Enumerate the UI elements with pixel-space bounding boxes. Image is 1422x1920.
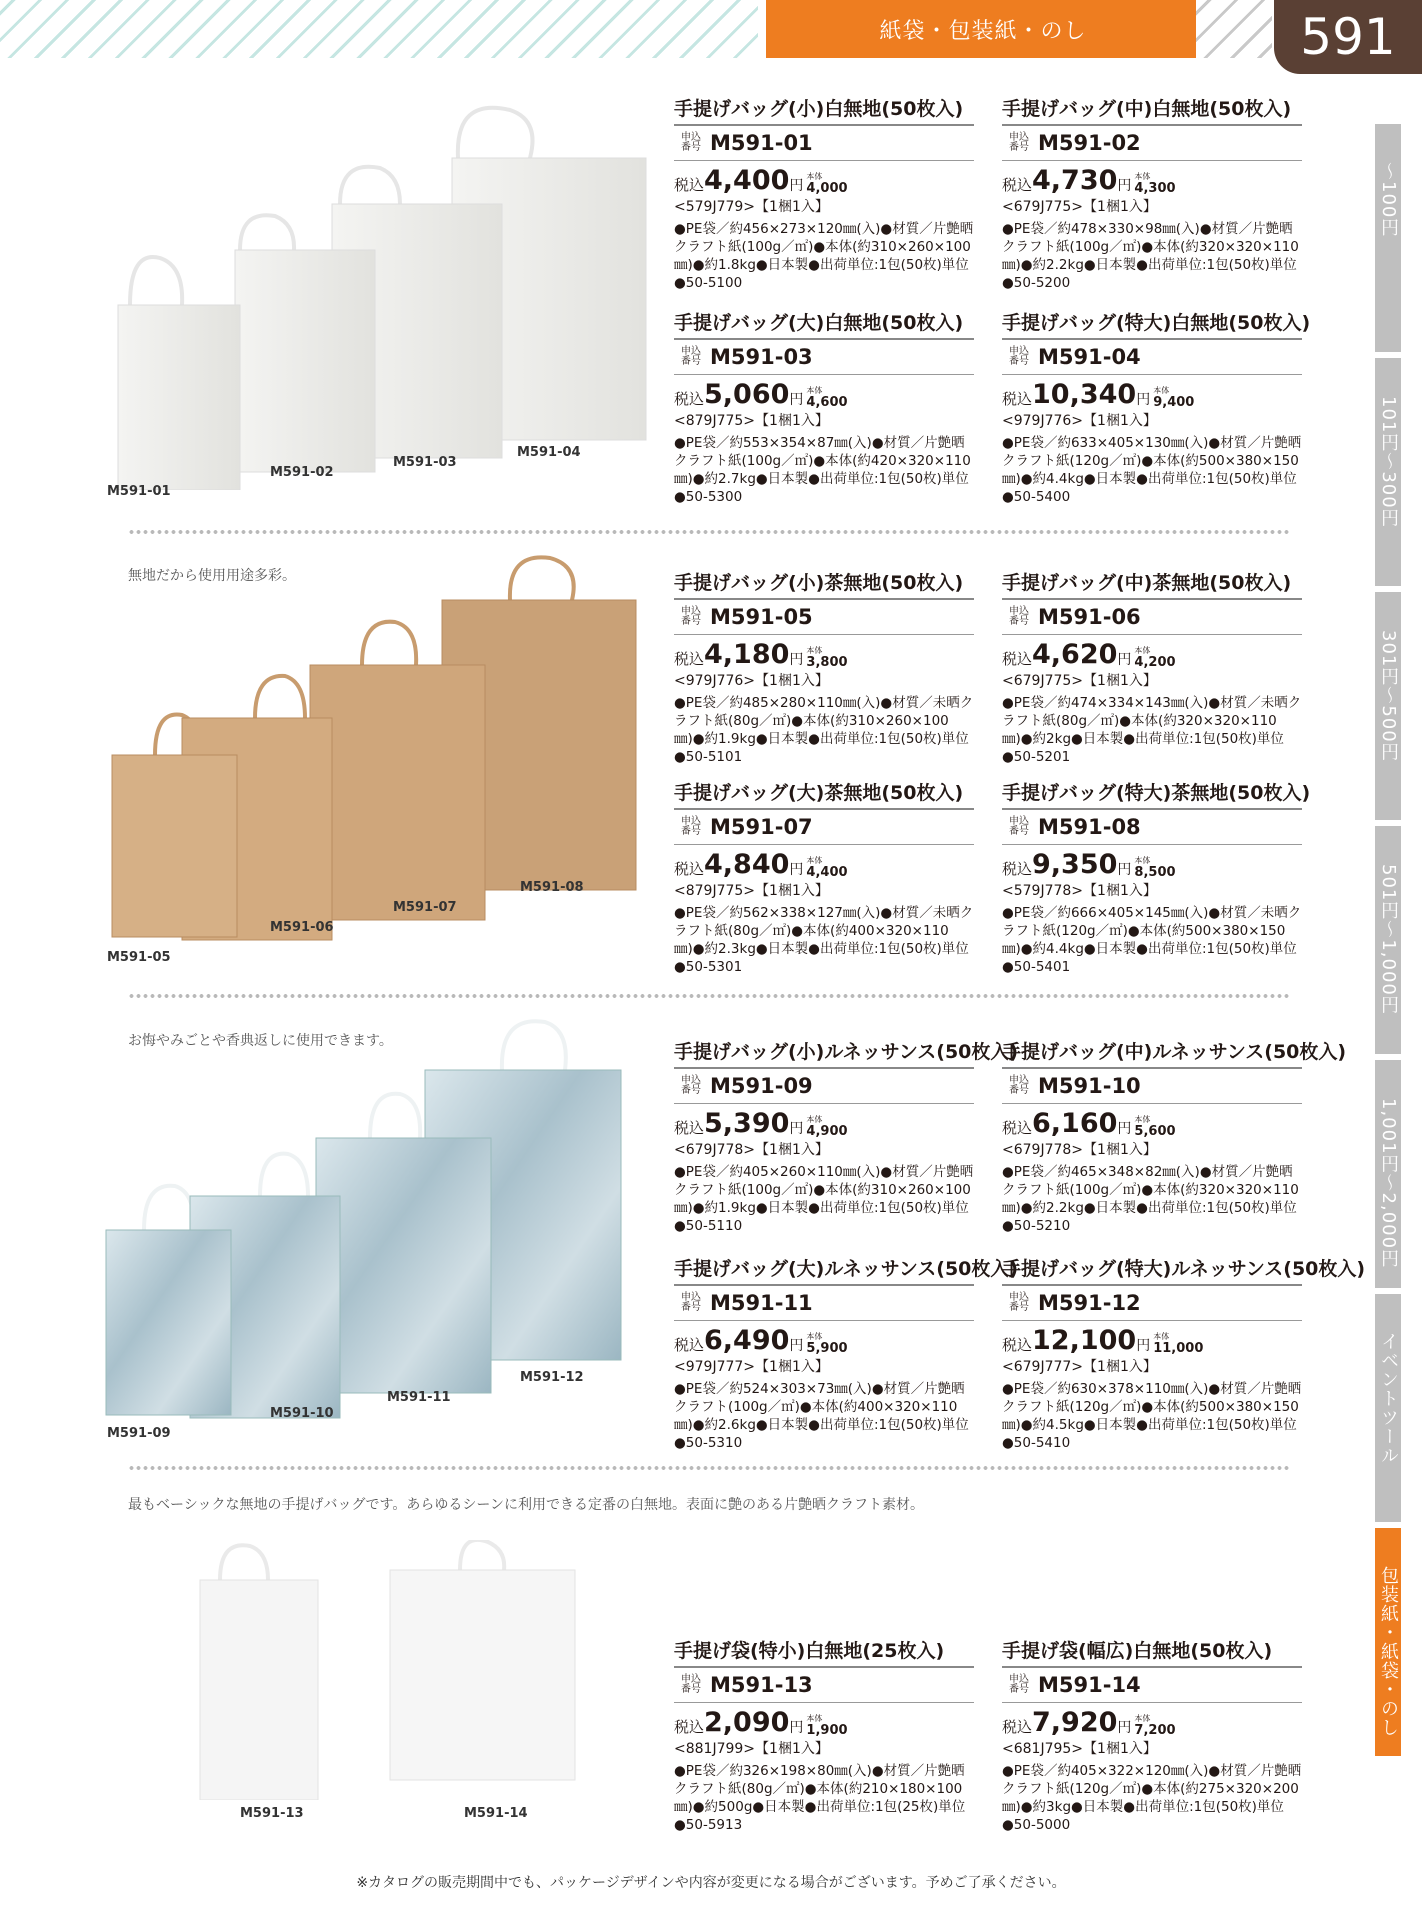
product-block: [674, 1037, 1019, 1235]
product-code: <681J795>【1梱1入】: [1002, 1741, 1157, 1757]
yen-label: 円: [789, 1338, 804, 1354]
product-desc: ●PE袋／約326×198×80㎜(入)●材質／片艶晒クラフト紙(80g／㎡)●本体(約210×180×100㎜)●約500g●日本製●出荷単位:1包(25枚)単位●50-5913: [674, 1763, 966, 1833]
price-tax-in: 12,100: [1032, 1325, 1137, 1356]
base-label: 本体: [806, 856, 823, 865]
order-number: M591-05: [710, 605, 813, 629]
price-tax-in: 2,090: [704, 1707, 790, 1738]
product-desc: ●PE袋／約456×273×120㎜(入)●材質／片艶晒クラフト紙(100g／㎡)●本体(約310×260×100㎜)●約1.8kg●日本製●出荷単位:1包(50枚)単位●50-5100: [674, 221, 974, 291]
product-title: 手提げバッグ(小)白無地(50枚入): [674, 94, 974, 126]
side-tab-501-1000[interactable]: 501円〜1,000円: [1375, 826, 1401, 1060]
yen-label: 円: [789, 1121, 804, 1137]
order-label: 申込番号: [1009, 346, 1029, 367]
order-number: M591-06: [1038, 605, 1141, 629]
page-number: 591: [1274, 0, 1422, 74]
side-index: [1375, 124, 1422, 1762]
tax-label: 税込: [1002, 650, 1033, 668]
product-block: [674, 308, 974, 506]
yen-label: 円: [1136, 1338, 1151, 1354]
order-label: 申込番号: [681, 1292, 701, 1313]
product-code: <579J778>【1梱1入】: [1002, 883, 1157, 899]
product-title: 手提げバッグ(中)白無地(50枚入): [1002, 94, 1302, 126]
price-base: 4,300: [1134, 181, 1176, 196]
price-base: 4,600: [806, 395, 848, 410]
order-number: M591-14: [1038, 1673, 1141, 1697]
price-base: 9,400: [1153, 395, 1195, 410]
base-label: 本体: [806, 386, 823, 395]
price-tax-in: 10,340: [1032, 379, 1137, 410]
photo-code: M591-06: [270, 920, 334, 935]
tax-label: 税込: [674, 1119, 705, 1137]
base-label: 本体: [806, 1714, 823, 1723]
price-base: 7,200: [1134, 1723, 1176, 1738]
price-base: 4,400: [806, 865, 848, 880]
side-tab-1001-2000[interactable]: 1,001円〜2,000円: [1375, 1060, 1401, 1294]
product-desc: ●PE袋／約465×348×82㎜(入)●材質／片艶晒クラフト紙(100g／㎡)●本体(約320×320×110㎜)●約2.2kg●日本製●出荷単位:1包(50枚)単位●50-5210: [1002, 1164, 1299, 1234]
tax-label: 税込: [674, 1718, 705, 1736]
product-block: [674, 94, 974, 292]
tax-label: 税込: [1002, 1718, 1033, 1736]
product-block: [674, 1254, 1019, 1452]
section-divider: [128, 1464, 1290, 1472]
product-code: <979J777>【1梱1入】: [674, 1359, 829, 1375]
base-label: 本体: [806, 646, 823, 655]
base-label: 本体: [806, 1332, 823, 1341]
order-number: M591-07: [710, 815, 813, 839]
category-banner: 紙袋・包装紙・のし: [766, 0, 1200, 58]
photo-code: M591-02: [270, 465, 334, 480]
photo-code: M591-09: [107, 1426, 171, 1441]
tax-label: 税込: [674, 1336, 705, 1354]
product-title: 手提げ袋(幅広)白無地(50枚入): [1002, 1636, 1302, 1668]
photo-code: M591-08: [520, 880, 584, 895]
base-label: 本体: [1134, 1714, 1151, 1723]
order-label: 申込番号: [1009, 1292, 1029, 1313]
price-base: 4,000: [806, 181, 848, 196]
product-desc: ●PE袋／約478×330×98㎜(入)●材質／片艶晒クラフト紙(100g／㎡)●本体(約320×320×110㎜)●約2.2kg●日本製●出荷単位:1包(50枚)単位●50-5200: [1002, 221, 1299, 291]
header-decoration: [0, 0, 758, 58]
yen-label: 円: [789, 178, 804, 194]
photo-code: M591-07: [393, 900, 457, 915]
base-label: 本体: [1134, 856, 1151, 865]
yen-label: 円: [1117, 652, 1132, 668]
price-tax-in: 4,840: [704, 849, 790, 880]
price-base: 4,200: [1134, 655, 1176, 670]
product-desc: ●PE袋／約666×405×145㎜(入)●材質／未晒クラフト紙(120g／㎡)●本体(約500×380×150㎜)●約4.4kg●日本製●出荷単位:1包(50枚)単位●50-5401: [1002, 905, 1302, 975]
product-photo-white-bags: [100, 100, 660, 490]
product-desc: ●PE袋／約630×378×110㎜(入)●材質／片艶晒クラフト紙(120g／㎡)●本体(約500×380×150㎜)●約4.5kg●日本製●出荷単位:1包(50枚)単位●50-5410: [1002, 1381, 1302, 1451]
price-base: 11,000: [1153, 1341, 1204, 1356]
product-title: 手提げバッグ(大)ルネッサンス(50枚入): [674, 1254, 974, 1286]
product-desc: ●PE袋／約474×334×143㎜(入)●材質／未晒クラフト紙(80g／㎡)●本体(約320×320×110㎜)●約2kg●日本製●出荷単位:1包(50枚)単位●50-5201: [1002, 695, 1302, 765]
tax-label: 税込: [674, 650, 705, 668]
price-tax-in: 6,490: [704, 1325, 790, 1356]
base-label: 本体: [806, 1115, 823, 1124]
order-number: M591-03: [710, 345, 813, 369]
section-caption: 無地だから使用用途多彩。: [128, 568, 296, 584]
price-tax-in: 4,620: [1032, 639, 1118, 670]
product-block: [674, 568, 974, 766]
section-divider: [128, 992, 1290, 1000]
base-label: 本体: [1134, 1115, 1151, 1124]
product-block: [1002, 778, 1311, 976]
header-decoration-right: [1196, 0, 1272, 58]
price-base: 8,500: [1134, 865, 1176, 880]
order-number: M591-11: [710, 1291, 813, 1315]
order-number: M591-10: [1038, 1074, 1141, 1098]
yen-label: 円: [789, 392, 804, 408]
yen-label: 円: [1117, 1121, 1132, 1137]
side-tab-301-500[interactable]: 301円〜500円: [1375, 592, 1401, 826]
price-tax-in: 7,920: [1032, 1707, 1118, 1738]
product-code: <879J775>【1梱1入】: [674, 883, 829, 899]
order-label: 申込番号: [681, 606, 701, 627]
order-label: 申込番号: [681, 346, 701, 367]
tax-label: 税込: [1002, 1336, 1033, 1354]
photo-code: M591-03: [393, 455, 457, 470]
product-title: 手提げバッグ(特大)ルネッサンス(50枚入): [1002, 1254, 1302, 1286]
base-label: 本体: [1153, 386, 1170, 395]
product-code: <879J775>【1梱1入】: [674, 413, 829, 429]
base-label: 本体: [1134, 646, 1151, 655]
product-code: <679J778>【1梱1入】: [1002, 1142, 1157, 1158]
side-tab-event-tools[interactable]: イベントツール: [1375, 1294, 1401, 1528]
photo-code: M591-11: [387, 1390, 451, 1405]
yen-label: 円: [789, 652, 804, 668]
product-desc: ●PE袋／約485×280×110㎜(入)●材質／未晒クラフト紙(80g／㎡)●本体(約310×260×100㎜)●約1.9kg●日本製●出荷単位:1包(50枚)単位●50-5101: [674, 695, 974, 765]
yen-label: 円: [789, 862, 804, 878]
photo-code: M591-01: [107, 484, 171, 499]
section-caption: お悔やみごとや香典返しに使用できます。: [128, 1033, 393, 1049]
price-tax-in: 4,180: [704, 639, 790, 670]
order-number: M591-12: [1038, 1291, 1141, 1315]
product-desc: ●PE袋／約562×338×127㎜(入)●材質／未晒クラフト紙(80g／㎡)●本体(約400×320×110㎜)●約2.3kg●日本製●出荷単位:1包(50枚)単位●50-5301: [674, 905, 974, 975]
base-label: 本体: [1153, 1332, 1170, 1341]
product-code: <679J775>【1梱1入】: [1002, 199, 1157, 215]
order-number: M591-13: [710, 1673, 813, 1697]
product-block: [1002, 308, 1311, 506]
yen-label: 円: [1117, 1720, 1132, 1736]
price-tax-in: 9,350: [1032, 849, 1118, 880]
order-label: 申込番号: [681, 1674, 701, 1695]
yen-label: 円: [789, 1720, 804, 1736]
order-label: 申込番号: [1009, 1075, 1029, 1096]
price-base: 5,900: [806, 1341, 848, 1356]
product-title: 手提げバッグ(小)茶無地(50枚入): [674, 568, 974, 600]
price-tax-in: 6,160: [1032, 1108, 1118, 1139]
order-number: M591-01: [710, 131, 813, 155]
base-label: 本体: [1134, 172, 1151, 181]
product-code: <679J775>【1梱1入】: [1002, 673, 1157, 689]
price-tax-in: 4,730: [1032, 165, 1118, 196]
order-label: 申込番号: [681, 816, 701, 837]
side-tab-wrapping[interactable]: 包装紙・紙袋・のし: [1375, 1528, 1401, 1762]
price-tax-in: 5,060: [704, 379, 790, 410]
price-tax-in: 4,400: [704, 165, 790, 196]
section-divider: [128, 528, 1290, 536]
photo-code: M591-14: [464, 1806, 528, 1821]
section-caption: 最もベーシックな無地の手提げバッグです。あらゆるシーンに利用できる定番の白無地。表面に艶のある片艶晒クラフト素材。: [128, 1497, 925, 1513]
base-label: 本体: [806, 172, 823, 181]
photo-code: M591-10: [270, 1406, 334, 1421]
price-base: 5,600: [1134, 1124, 1176, 1139]
order-label: 申込番号: [681, 1075, 701, 1096]
product-photo-small-white-bags: [180, 1540, 580, 1800]
order-number: M591-08: [1038, 815, 1141, 839]
side-tab-under-100[interactable]: 〜100円: [1375, 124, 1401, 358]
tax-label: 税込: [1002, 1119, 1033, 1137]
tax-label: 税込: [674, 176, 705, 194]
product-desc: ●PE袋／約633×405×130㎜(入)●材質／片艶晒クラフト紙(120g／㎡)●本体(約500×380×150㎜)●約4.4kg●日本製●出荷単位:1包(50枚)単位●50-5400: [1002, 435, 1302, 505]
product-block: [674, 1636, 974, 1834]
price-base: 4,900: [806, 1124, 848, 1139]
tax-label: 税込: [674, 860, 705, 878]
product-code: <679J778>【1梱1入】: [674, 1142, 829, 1158]
tax-label: 税込: [1002, 860, 1033, 878]
price-base: 1,900: [806, 1723, 848, 1738]
product-title: 手提げバッグ(大)白無地(50枚入): [674, 308, 974, 340]
product-desc: ●PE袋／約524×303×73㎜(入)●材質／片艶晒クラフト(100g／㎡)●本体(約400×320×110㎜)●約2.6kg●日本製●出荷単位:1包(50枚)単位●50-5310: [674, 1381, 969, 1451]
photo-code: M591-12: [520, 1370, 584, 1385]
order-number: M591-02: [1038, 131, 1141, 155]
order-number: M591-04: [1038, 345, 1141, 369]
product-block: [1002, 1254, 1366, 1452]
product-title: 手提げバッグ(小)ルネッサンス(50枚入): [674, 1037, 974, 1069]
tax-label: 税込: [674, 390, 705, 408]
tax-label: 税込: [1002, 176, 1033, 194]
product-title: 手提げバッグ(大)茶無地(50枚入): [674, 778, 974, 810]
product-code: <579J779>【1梱1入】: [674, 199, 829, 215]
product-block: [1002, 94, 1302, 292]
footer-note: ※カタログの販売期間中でも、パッケージデザインや内容が変更になる場合がございます。予めご了承ください。: [356, 1875, 1066, 1891]
order-label: 申込番号: [1009, 606, 1029, 627]
photo-code: M591-13: [240, 1806, 304, 1821]
order-label: 申込番号: [1009, 132, 1029, 153]
order-label: 申込番号: [1009, 816, 1029, 837]
product-code: <979J776>【1梱1入】: [1002, 413, 1157, 429]
product-title: 手提げバッグ(中)ルネッサンス(50枚入): [1002, 1037, 1302, 1069]
photo-code: M591-05: [107, 950, 171, 965]
product-block: [1002, 1636, 1302, 1834]
product-title: 手提げバッグ(特大)茶無地(50枚入): [1002, 778, 1302, 810]
product-title: 手提げバッグ(特大)白無地(50枚入): [1002, 308, 1302, 340]
product-title: 手提げ袋(特小)白無地(25枚入): [674, 1636, 974, 1668]
tax-label: 税込: [1002, 390, 1033, 408]
order-number: M591-09: [710, 1074, 813, 1098]
yen-label: 円: [1117, 862, 1132, 878]
order-label: 申込番号: [681, 132, 701, 153]
order-label: 申込番号: [1009, 1674, 1029, 1695]
product-block: [1002, 568, 1302, 766]
side-tab-101-300[interactable]: 101円〜300円: [1375, 358, 1401, 592]
product-desc: ●PE袋／約553×354×87㎜(入)●材質／片艶晒クラフト紙(100g／㎡)●本体(約420×320×110㎜)●約2.7kg●日本製●出荷単位:1包(50枚)単位●50-5300: [674, 435, 971, 505]
product-block: [1002, 1037, 1347, 1235]
product-code: <881J799>【1梱1入】: [674, 1741, 829, 1757]
yen-label: 円: [1117, 178, 1132, 194]
photo-code: M591-04: [517, 445, 581, 460]
product-title: 手提げバッグ(中)茶無地(50枚入): [1002, 568, 1302, 600]
product-block: [674, 778, 974, 976]
product-photo-marble-bags: [100, 1010, 660, 1420]
product-code: <979J776>【1梱1入】: [674, 673, 829, 689]
price-tax-in: 5,390: [704, 1108, 790, 1139]
price-base: 3,800: [806, 655, 848, 670]
product-desc: ●PE袋／約405×322×120㎜(入)●材質／片艶晒クラフト紙(120g／㎡)●本体(約275×320×200㎜)●約3kg●日本製●出荷単位:1包(50枚)単位●50-5000: [1002, 1763, 1302, 1833]
product-desc: ●PE袋／約405×260×110㎜(入)●材質／片艶晒クラフト紙(100g／㎡)●本体(約310×260×100㎜)●約1.9kg●日本製●出荷単位:1包(50枚)単位●50-5110: [674, 1164, 974, 1234]
product-code: <679J777>【1梱1入】: [1002, 1359, 1157, 1375]
yen-label: 円: [1136, 392, 1151, 408]
